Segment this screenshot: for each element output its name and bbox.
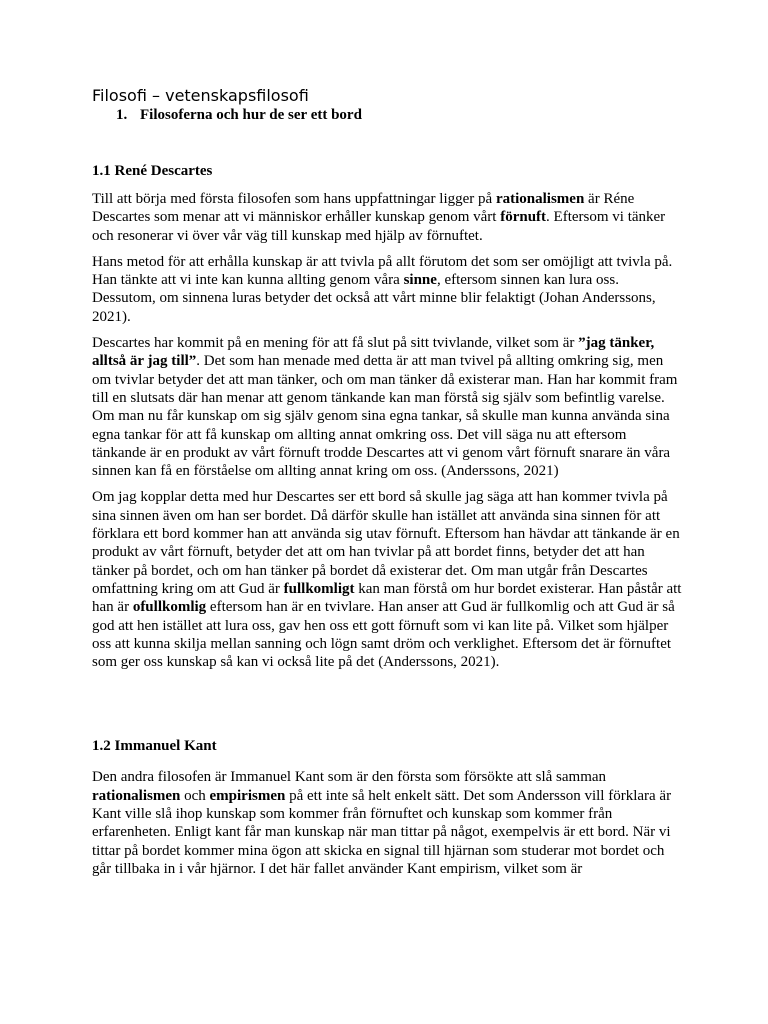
numbered-subtitle (116, 106, 684, 124)
text-run: . Eftersom vi tänker och resonerar vi över vår väg till kunskap med hjälp av förnuftet. (92, 209, 666, 244)
bold-term: ofullkomlig (132, 599, 207, 616)
text-run: Till att börja med första filosofen som hans uppfattningar ligger på (92, 191, 496, 207)
bold-term: rationalismen (92, 787, 181, 804)
document-body (92, 86, 684, 878)
bold-term: rationalismen (495, 191, 585, 207)
bold-term: ”jag tänker, alltså är jag till” (92, 335, 655, 370)
text-run: Om jag kopplar detta med hur Descartes ser ett bord så skulle jag säga att han kommer tvivla på sina sinnen även om han ser bordet. Då därför skulle han istället att använda sina sinnen för att förklara ett bord kommer han att använda sig utav förnuft. Eftersom han hävdar att tänkande är en produkt av vårt förnuft, betyder det att om han tvivlar på att bordet finns, betyder det att han tänker på bordet, och om han tänker på bordet då existerar det. Om man utgår från Descartes omfattning kring om att Gud är (92, 489, 680, 597)
subtitle-text: Filosoferna och hur de ser ett bord (140, 107, 362, 123)
section-heading-descartes: 1.1 René Descartes (92, 163, 213, 179)
section-heading-kant: 1.2 Immanuel Kant (92, 738, 217, 755)
paragraph (92, 190, 684, 245)
text-run: . Det som han menade med detta är att man tvivel på allting omkring sig, men om tvivlar betyder det att man tänker, och om man tänker då existerar man. Han har kommit fram till en slutsats där han menar att genom tänkande kan man förstå sig själv som befintlig varelse. Om man nu får kunskap om sig själv genom sina egna tankar, så skulle man kunna använda sina egna tankar för att få kunskap om allting annat omkring oss. Det vill säga nu att eftersom tänkande är en produkt av vårt förnuft trodde Descartes att vi genom vårt förnuft snarare än våra sinnen kan få en förståelse om allting annat kring om oss. (Anderssons, 2021) (92, 353, 678, 480)
bold-term: empirismen (209, 787, 286, 804)
text-run: Hans metod för att erhålla kunskap är att tvivla på allt förutom det som ser omöjligt att tvivla på. Han tänkte att vi inte kan kunna allting genom våra (92, 253, 673, 289)
text-run: , eftersom sinnen kan lura oss. Dessutom, om sinnena luras betyder det också att vårt minne blir felaktigt (Johan Anderssons, 2021). (92, 272, 656, 325)
paragraph (92, 488, 684, 671)
paragraph (92, 253, 684, 326)
text-run: kan man förstå om hur bordet existerar. Han påstår att han är (92, 580, 682, 616)
bold-term: fullkomligt (283, 580, 355, 597)
text-run: Descartes har kommit på en mening för att få slut på sitt tvivlande, vilket som är (92, 335, 579, 352)
document-title: Filosofi – vetenskapsfilosofi (92, 86, 309, 105)
text-run: är Réne Descartes som menar att vi människor erhåller kunskap genom vårt (92, 191, 635, 226)
paragraph (92, 334, 684, 480)
text-run: eftersom han är en tvivlare. Han anser att Gud är fullkomlig och att Gud är så god att hen istället att lura oss, gav hen oss ett gott förnuft som vi kan lite på. Vilket som hjälper oss att kunna skilja mellan sanning och lögn samt dröm och verklighet. Eftersom det är förnuftet som ger oss kunskap så kan vi också lite på det (Anderssons, 2021). (92, 599, 675, 671)
text-run: på ett inte så helt enkelt sätt. Det som Andersson vill förklara är Kant ville slå ihop kunskap som kommer från förnuftet och kunskap som kommer från erfarenheten. Enligt kant får man kunskap när man tittar på något, exempelvis är ett bord. När vi tittar på bordet kommer mina ögon att skicka en signal till hjärnan som studerar mot bordet och går tillbaka in i vår hjärnor. I det här fallet använder Kant empirism, vilket som är (92, 787, 672, 877)
text-run: Den andra filosofen är Immanuel Kant som är den första som försökte att slå samman (92, 769, 607, 786)
bold-term: sinne (403, 272, 437, 289)
text-run: och (180, 787, 210, 804)
paragraph (92, 768, 684, 878)
bold-term: förnuft (500, 209, 547, 226)
list-number: 1. (116, 107, 128, 123)
